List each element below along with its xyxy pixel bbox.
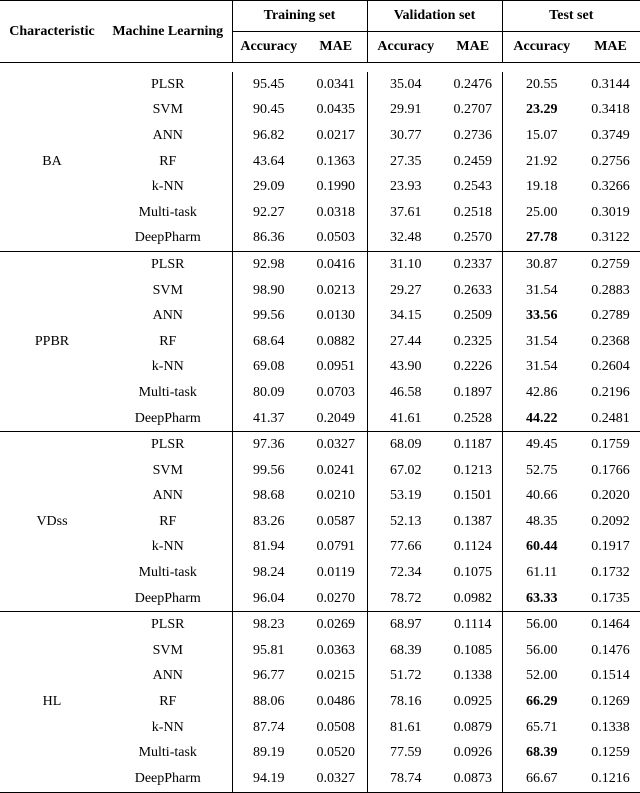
model-cell: SVM	[152, 642, 183, 658]
validation-mae-cell: 0.2325	[453, 333, 493, 349]
test-mae-cell: 0.1766	[591, 462, 630, 478]
validation-accuracy-cell: 52.13	[367, 509, 444, 535]
validation-accuracy-cell: 32.48	[367, 226, 444, 252]
training-accuracy-cell: 98.90	[232, 278, 305, 304]
characteristic-cell: HL	[0, 612, 104, 792]
validation-mae-cell: 0.2476	[453, 76, 493, 92]
model-cell: Multi-task	[138, 384, 197, 400]
training-mae-cell: 0.0520	[316, 745, 355, 761]
training-mae-cell: 0.0327	[305, 432, 367, 458]
characteristic-cell: PPBR	[0, 252, 104, 432]
validation-accuracy-cell: 78.72	[367, 586, 444, 612]
test-mae-cell: 0.3144	[591, 76, 630, 92]
test-mae-cell: 0.2756	[591, 153, 630, 169]
table-header	[0, 1, 640, 73]
test-mae-cell: 0.1464	[581, 612, 640, 638]
validation-mae-cell: 0.0879	[453, 719, 493, 735]
training-accuracy-cell: 98.24	[232, 560, 305, 586]
table-row	[0, 612, 640, 638]
header-test-mae: MAE	[581, 32, 640, 63]
training-mae-cell: 0.0215	[316, 668, 355, 684]
test-accuracy-cell: 19.18	[502, 174, 581, 200]
validation-accuracy-cell: 81.61	[367, 715, 444, 741]
validation-mae-cell: 0.0873	[444, 766, 502, 792]
header-validation-set: Validation set	[367, 1, 502, 32]
model-cell: ANN	[152, 488, 183, 504]
test-mae-cell: 0.1476	[591, 642, 630, 658]
validation-mae-cell: 0.2736	[453, 127, 493, 143]
validation-accuracy-cell: 37.61	[367, 200, 444, 226]
validation-accuracy-cell: 67.02	[367, 458, 444, 484]
validation-mae-cell: 0.2518	[453, 204, 493, 220]
training-accuracy-cell: 92.98	[232, 252, 305, 278]
validation-accuracy-cell: 34.15	[367, 303, 444, 329]
test-accuracy-cell: 21.92	[502, 149, 581, 175]
test-mae-cell: 0.2883	[591, 282, 630, 298]
model-cell: k-NN	[151, 719, 184, 735]
test-accuracy-cell: 40.66	[502, 484, 581, 510]
training-mae-cell: 0.0269	[305, 612, 367, 638]
model-cell: PLSR	[104, 612, 232, 638]
validation-accuracy-cell: 78.74	[367, 766, 444, 792]
training-mae-cell: 0.2049	[316, 410, 355, 426]
test-accuracy-cell: 33.56	[502, 303, 581, 329]
characteristic-cell: BA	[42, 153, 62, 169]
training-accuracy-cell: 90.45	[232, 98, 305, 124]
test-accuracy-cell: 56.00	[502, 612, 581, 638]
training-accuracy-cell: 29.09	[232, 174, 305, 200]
test-mae-cell: 0.2196	[591, 384, 630, 400]
validation-mae-cell: 0.2337	[444, 252, 502, 278]
model-cell: ANN	[152, 308, 183, 324]
table-row	[0, 252, 640, 278]
test-accuracy-cell: 66.67	[502, 766, 581, 792]
test-mae-cell: 0.1732	[591, 565, 630, 581]
validation-accuracy-cell: 41.61	[367, 406, 444, 432]
training-accuracy-cell: 41.37	[232, 406, 305, 432]
test-mae-cell: 0.1259	[591, 745, 630, 761]
test-accuracy-cell: 31.54	[502, 355, 581, 381]
training-accuracy-cell: 95.81	[232, 638, 305, 664]
validation-mae-cell: 0.2633	[453, 282, 493, 298]
validation-accuracy-cell: 77.66	[367, 535, 444, 561]
test-mae-cell: 0.2368	[591, 333, 630, 349]
validation-mae-cell: 0.2509	[453, 308, 493, 324]
validation-accuracy-cell: 77.59	[367, 740, 444, 766]
model-cell: RF	[159, 694, 177, 710]
validation-mae-cell: 0.1387	[453, 513, 493, 529]
test-accuracy-cell: 56.00	[502, 638, 581, 664]
test-mae-cell: 0.2789	[591, 308, 630, 324]
validation-mae-cell: 0.0926	[453, 745, 493, 761]
test-accuracy-cell: 20.55	[502, 72, 581, 98]
header-test-accuracy: Accuracy	[502, 32, 581, 63]
header-validation-mae: MAE	[444, 32, 502, 63]
training-accuracy-cell: 96.04	[232, 586, 305, 612]
model-cell: SVM	[152, 462, 183, 478]
test-mae-cell: 0.2020	[591, 488, 630, 504]
training-mae-cell: 0.0363	[316, 642, 355, 658]
validation-accuracy-cell: 30.77	[367, 123, 444, 149]
test-mae-cell: 0.3019	[591, 204, 630, 220]
model-cell: Multi-task	[138, 204, 197, 220]
validation-mae-cell: 0.2707	[453, 102, 493, 118]
model-cell: PLSR	[104, 252, 232, 278]
validation-mae-cell: 0.0925	[453, 694, 493, 710]
validation-accuracy-cell: 23.93	[367, 174, 444, 200]
training-mae-cell: 0.0791	[316, 539, 355, 555]
test-mae-cell: 0.1216	[581, 766, 640, 792]
test-accuracy-cell: 65.71	[502, 715, 581, 741]
model-cell: DeepPharm	[134, 410, 201, 426]
table-body	[0, 72, 640, 792]
validation-mae-cell: 0.2459	[453, 153, 493, 169]
model-cell: SVM	[152, 282, 183, 298]
training-accuracy-cell: 68.64	[232, 329, 305, 355]
test-mae-cell: 0.1735	[591, 590, 630, 606]
validation-accuracy-cell: 68.97	[367, 612, 444, 638]
training-accuracy-cell: 99.56	[232, 458, 305, 484]
training-accuracy-cell: 87.74	[232, 715, 305, 741]
training-mae-cell: 0.0241	[316, 462, 355, 478]
training-accuracy-cell: 88.06	[232, 689, 305, 715]
training-mae-cell: 0.0327	[305, 766, 367, 792]
validation-accuracy-cell: 72.34	[367, 560, 444, 586]
test-accuracy-cell: 44.22	[502, 406, 581, 432]
validation-accuracy-cell: 68.39	[367, 638, 444, 664]
validation-mae-cell: 0.2570	[453, 230, 493, 246]
header-machine-learning: Machine Learning	[104, 1, 232, 63]
test-accuracy-cell: 30.87	[502, 252, 581, 278]
training-accuracy-cell: 99.56	[232, 303, 305, 329]
training-mae-cell: 0.0130	[316, 308, 355, 324]
validation-accuracy-cell: 35.04	[367, 72, 444, 98]
training-accuracy-cell: 97.36	[232, 432, 305, 458]
training-accuracy-cell: 94.19	[232, 766, 305, 792]
validation-accuracy-cell: 43.90	[367, 355, 444, 381]
validation-accuracy-cell: 27.44	[367, 329, 444, 355]
validation-accuracy-cell: 29.27	[367, 278, 444, 304]
header-training-accuracy: Accuracy	[232, 32, 305, 63]
test-mae-cell: 0.2759	[581, 252, 640, 278]
training-accuracy-cell: 92.27	[232, 200, 305, 226]
validation-mae-cell: 0.2528	[453, 410, 493, 426]
model-cell: PLSR	[104, 432, 232, 458]
validation-mae-cell: 0.1187	[444, 432, 502, 458]
header-validation-accuracy: Accuracy	[367, 32, 444, 63]
header-training-mae: MAE	[305, 32, 367, 63]
training-mae-cell: 0.0213	[316, 282, 355, 298]
validation-mae-cell: 0.2226	[453, 359, 493, 375]
validation-mae-cell: 0.2543	[453, 179, 493, 195]
training-accuracy-cell: 98.23	[232, 612, 305, 638]
training-accuracy-cell: 89.19	[232, 740, 305, 766]
training-mae-cell: 0.1990	[316, 179, 355, 195]
training-mae-cell: 0.0486	[316, 694, 355, 710]
table-row	[0, 72, 640, 98]
training-accuracy-cell: 81.94	[232, 535, 305, 561]
test-accuracy-cell: 23.29	[502, 98, 581, 124]
header-training-set: Training set	[232, 1, 367, 32]
training-mae-cell: 0.0341	[316, 76, 355, 92]
test-accuracy-cell: 63.33	[502, 586, 581, 612]
training-mae-cell: 0.0416	[305, 252, 367, 278]
training-mae-cell: 0.0882	[316, 333, 355, 349]
training-mae-cell: 0.0318	[316, 204, 355, 220]
validation-mae-cell: 0.0982	[453, 590, 493, 606]
training-mae-cell: 0.0508	[316, 719, 355, 735]
model-cell: DeepPharm	[134, 230, 201, 246]
test-mae-cell: 0.3418	[591, 102, 630, 118]
model-cell: RF	[159, 513, 177, 529]
test-mae-cell: 0.1514	[591, 668, 630, 684]
test-accuracy-cell: 15.07	[502, 123, 581, 149]
test-accuracy-cell: 48.35	[502, 509, 581, 535]
training-mae-cell: 0.0119	[316, 565, 355, 581]
training-accuracy-cell: 96.82	[232, 123, 305, 149]
training-accuracy-cell: 80.09	[232, 380, 305, 406]
validation-accuracy-cell: 29.91	[367, 98, 444, 124]
test-accuracy-cell: 31.54	[502, 329, 581, 355]
test-accuracy-cell: 42.86	[502, 380, 581, 406]
test-accuracy-cell: 52.75	[502, 458, 581, 484]
validation-mae-cell: 0.1338	[453, 668, 493, 684]
training-accuracy-cell: 95.45	[232, 72, 305, 98]
validation-mae-cell: 0.1124	[453, 539, 492, 555]
training-accuracy-cell: 69.08	[232, 355, 305, 381]
model-cell: ANN	[152, 668, 183, 684]
test-mae-cell: 0.1338	[591, 719, 630, 735]
training-mae-cell: 0.0210	[316, 488, 355, 504]
model-cell: k-NN	[151, 179, 184, 195]
validation-accuracy-cell: 31.10	[367, 252, 444, 278]
training-mae-cell: 0.1363	[316, 153, 355, 169]
validation-mae-cell: 0.1114	[444, 612, 502, 638]
test-accuracy-cell: 66.29	[502, 689, 581, 715]
test-accuracy-cell: 25.00	[502, 200, 581, 226]
model-cell: DeepPharm	[134, 590, 201, 606]
header-test-set: Test set	[502, 1, 640, 32]
validation-accuracy-cell: 78.16	[367, 689, 444, 715]
test-mae-cell: 0.1759	[581, 432, 640, 458]
training-accuracy-cell: 86.36	[232, 226, 305, 252]
test-mae-cell: 0.2092	[591, 513, 630, 529]
test-accuracy-cell: 60.44	[502, 535, 581, 561]
model-cell: DeepPharm	[104, 766, 232, 792]
training-accuracy-cell: 98.68	[232, 484, 305, 510]
test-accuracy-cell: 27.78	[502, 226, 581, 252]
validation-mae-cell: 0.1085	[453, 642, 493, 658]
model-cell: RF	[159, 333, 177, 349]
characteristic-cell: VDss	[0, 432, 104, 612]
test-accuracy-cell: 61.11	[502, 560, 581, 586]
test-mae-cell: 0.2604	[591, 359, 630, 375]
test-accuracy-cell: 49.45	[502, 432, 581, 458]
validation-mae-cell: 0.1075	[453, 565, 493, 581]
validation-mae-cell: 0.1213	[453, 462, 493, 478]
training-mae-cell: 0.0951	[316, 359, 355, 375]
validation-accuracy-cell: 27.35	[367, 149, 444, 175]
training-mae-cell: 0.0503	[316, 230, 355, 246]
model-cell: Multi-task	[138, 745, 197, 761]
model-cell: Multi-task	[138, 565, 197, 581]
model-cell: RF	[159, 153, 177, 169]
test-accuracy-cell: 31.54	[502, 278, 581, 304]
training-accuracy-cell: 43.64	[232, 149, 305, 175]
test-accuracy-cell: 68.39	[502, 740, 581, 766]
validation-accuracy-cell: 51.72	[367, 664, 444, 690]
training-accuracy-cell: 83.26	[232, 509, 305, 535]
training-mae-cell: 0.0587	[316, 513, 355, 529]
test-accuracy-cell: 52.00	[502, 664, 581, 690]
test-mae-cell: 0.1269	[591, 694, 630, 710]
header-characteristic: Characteristic	[0, 1, 104, 63]
validation-accuracy-cell: 53.19	[367, 484, 444, 510]
model-cell: k-NN	[151, 359, 184, 375]
model-cell: SVM	[152, 102, 183, 118]
training-accuracy-cell: 96.77	[232, 664, 305, 690]
model-cell: k-NN	[151, 539, 184, 555]
validation-mae-cell: 0.1897	[453, 384, 493, 400]
training-mae-cell: 0.0217	[316, 127, 355, 143]
table-row	[0, 432, 640, 458]
training-mae-cell: 0.0270	[316, 590, 355, 606]
test-mae-cell: 0.1917	[591, 539, 630, 555]
training-mae-cell: 0.0703	[316, 384, 355, 400]
model-cell: PLSR	[151, 76, 185, 92]
training-mae-cell: 0.0435	[316, 102, 355, 118]
model-cell: ANN	[152, 127, 183, 143]
test-mae-cell: 0.3266	[591, 179, 630, 195]
validation-accuracy-cell: 68.09	[367, 432, 444, 458]
validation-accuracy-cell: 46.58	[367, 380, 444, 406]
test-mae-cell: 0.3749	[591, 127, 630, 143]
test-mae-cell: 0.3122	[591, 230, 630, 246]
validation-mae-cell: 0.1501	[453, 488, 493, 504]
test-mae-cell: 0.2481	[591, 410, 630, 426]
